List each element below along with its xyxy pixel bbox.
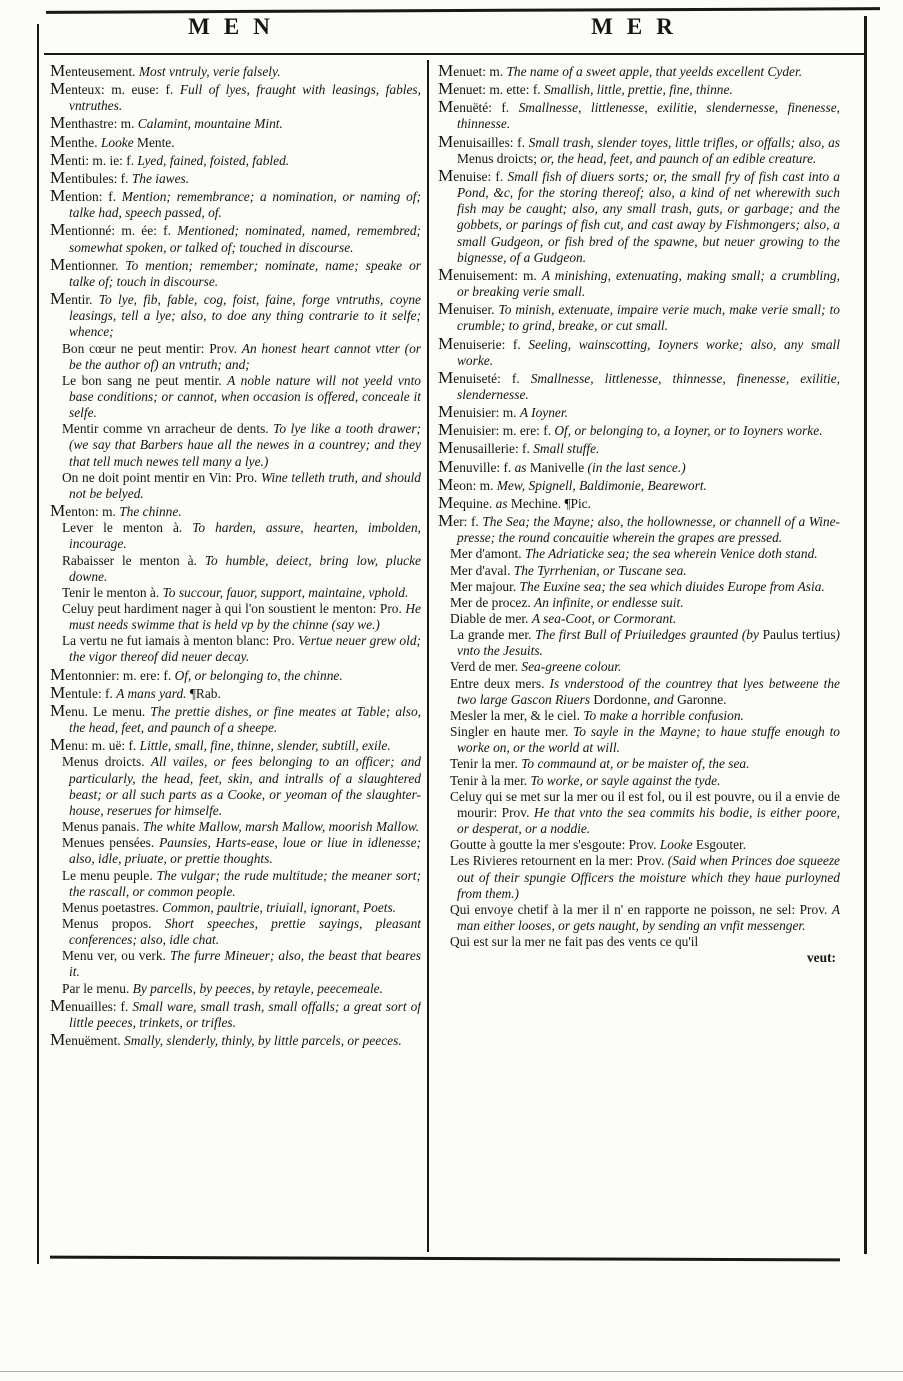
scan-page-edge	[0, 1371, 903, 1372]
entry-definition-text: Small fish of diuers sorts; or, the small fry of fish cast into a Pond, &c, for the storing thereof; also, a kind of net wherewith such fish may be caught; also, any small trash, guts, or garbage; and the gobbets, or parings of fish cut, and cast away by Fishmongers; also, a small Gudgeon, or fish bred of the spawne, but neuer growing to the bignesse, of a Gudgeon.	[457, 168, 840, 265]
entry-headword-text: Menuet: m.	[438, 62, 507, 80]
entry-definition-text: and	[653, 691, 678, 707]
entry-headword-text: Mesler la mer, & le ciel.	[450, 707, 584, 723]
entry-headword-text: Lever le menton à.	[62, 520, 193, 536]
entry-headword-text: On ne doit point mentir en Vin: Pro.	[62, 469, 261, 485]
dictionary-entry	[438, 756, 840, 772]
entry-headword-text: Celuy qui se met sur la mer ou il est fol, ou il est pouvre, ou il a envie de mourir: Prov.	[450, 788, 840, 820]
column-divider	[427, 60, 429, 1252]
entry-headword-text: Rabaisser le menton à.	[62, 552, 205, 568]
entry-headword-text: Mentionner.	[50, 254, 126, 274]
entry-definition-text: By parcells, by peeces, by retayle, peecemeale.	[132, 980, 383, 996]
page-border-right	[864, 16, 867, 1254]
dictionary-entry	[50, 585, 421, 601]
entry-headword-text: Menu ver, ou verk.	[62, 948, 170, 964]
entry-headword-text: Mentonnier: m. ere: f.	[50, 664, 175, 684]
dictionary-entry	[438, 439, 840, 457]
dictionary-entry	[438, 837, 840, 853]
entry-headword-text: La grande mer.	[450, 627, 536, 643]
entry-headword-text: Mer majour.	[450, 578, 520, 594]
dictionary-entry	[50, 341, 421, 373]
entry-definition-text: Looke	[659, 837, 696, 853]
dictionary-entry	[438, 494, 840, 512]
dictionary-entry	[50, 256, 421, 290]
entry-headword-text: Menues pensées.	[62, 835, 160, 851]
entry-headword-text: Menthe.	[50, 131, 101, 151]
dictionary-entry	[50, 835, 421, 867]
entry-definition-text: Full of lyes, fraught with leasings, fables, vntruthes.	[69, 82, 421, 114]
dictionary-entry	[438, 789, 840, 837]
column-right-entries	[438, 62, 840, 1260]
entry-headword-text: Menuisier: m.	[438, 402, 520, 422]
entry-definition-text: Mew, Spignell, Baldimonie, Bearewort.	[496, 477, 707, 493]
entry-headword-text: Tenir à la mer.	[450, 772, 531, 788]
entry-headword-text: Les Rivieres retournent en la mer: Prov.	[450, 853, 668, 869]
dictionary-entry	[50, 981, 421, 997]
entry-headword-text: Tenir le menton à.	[62, 584, 163, 600]
entry-headword-text: Mentule: f.	[50, 682, 117, 702]
entry-headword-text: Mente.	[137, 134, 175, 150]
entry-definition-text: A mans yard.	[116, 685, 190, 701]
entry-definition-text: To harden, assure, hearten, imbolden, incourage.	[69, 520, 421, 552]
entry-definition-text: A sea-Coot, or Cormorant.	[531, 611, 677, 626]
entry-headword-text: Celuy peut hardiment nager à qui l'on soustient le menton: Pro.	[62, 601, 406, 616]
catchword: veut:	[806, 950, 836, 966]
entry-definition-text: The iawes.	[131, 170, 190, 186]
dictionary-entry	[50, 900, 421, 916]
dictionary-entry	[50, 290, 421, 340]
entry-headword-text: Mechine. ¶Pic.	[510, 495, 591, 511]
entry-headword-text: Diable de mer.	[450, 611, 532, 626]
entry-definition-text: as	[495, 495, 511, 511]
dictionary-entry	[50, 684, 421, 702]
entry-definition-text: Vertue neuer grew old; the vigor thereof did neuer decay.	[69, 633, 421, 665]
dictionary-entry	[438, 458, 840, 476]
entry-headword-text: Menuet: m. ette: f.	[438, 79, 544, 99]
entry-headword-text: Menuise: f.	[438, 165, 508, 185]
entry-definition-text: as	[514, 459, 530, 475]
entry-definition-text: The prettie dishes, or fine meates at Table; also, the head, feet, and paunch of a sheepe.	[69, 703, 421, 736]
dictionary-entry	[50, 868, 421, 900]
entry-definition-text: The Adriaticke sea; the sea wherein Venice doth stand.	[524, 546, 818, 562]
entry-definition-text: Common, paultrie, triuiall, ignorant, Poets.	[162, 899, 397, 915]
entry-definition-text: The name of a sweet apple, that yeelds excellent Cyder.	[506, 64, 803, 79]
running-head-right: MER	[591, 14, 687, 39]
entry-headword-text: Tenir la mer.	[450, 756, 522, 772]
entry-definition-text: Of, or belonging to, a Ioyner, or to Ioyners worke.	[554, 423, 823, 439]
entry-definition-text: Looke	[100, 134, 138, 150]
entry-definition-text: The white Mallow, marsh Mallow, moorish Mallow.	[142, 819, 420, 835]
entry-definition-text: Small ware, small trash, small offalls; a great sort of little peeces, trinkets, or trifles.	[69, 998, 421, 1030]
entry-headword-text: Menus droicts;	[457, 150, 537, 166]
dictionary-entry	[438, 934, 840, 950]
column-left-entries	[50, 62, 421, 1260]
entry-headword-text: Esgouter.	[695, 837, 747, 853]
entry-headword-text: Mequine.	[438, 492, 496, 512]
entry-headword-text: Le menu peuple.	[62, 867, 157, 883]
entry-definition-text: To make a horrible confusion.	[583, 707, 744, 723]
dictionary-entry	[50, 151, 421, 169]
entry-headword-text: Menus propos.	[62, 915, 165, 931]
entry-definition-text: Sea-greene colour.	[521, 659, 622, 675]
dictionary-entry	[438, 627, 840, 659]
entry-definition-text: Small trash, slender toyes, little trifles, or offalls; also, as	[528, 134, 840, 150]
dictionary-entry	[438, 80, 840, 98]
entry-definition-text: A Ioyner.	[519, 405, 568, 421]
entry-definition-text: The vulgar; the rude multitude; the meaner sort; the rascall, or common people.	[69, 867, 421, 899]
dictionary-entry	[50, 169, 421, 187]
entry-definition-text: A minishing, extenuating, making small; a crumbling, or breaking verie small.	[457, 267, 840, 300]
entry-headword-text: Mentibules: f.	[50, 167, 132, 187]
entry-headword-text: Mer d'amont.	[450, 546, 525, 562]
entry-headword-text: Menteusement.	[50, 62, 139, 80]
dictionary-entry	[50, 702, 421, 736]
entry-definition-text: Lyed, fained, foisted, fabled.	[137, 152, 290, 168]
entry-definition-text: Smallish, little, prettie, fine, thinne.	[543, 82, 733, 98]
entry-definition-text: A noble nature will not yeeld vnto base conditions; or cannot, when occasion is offered, conceale it selfe.	[69, 372, 421, 421]
entry-definition-text: ) vnto the Jesuits.	[457, 627, 840, 659]
entry-headword-text: Mention: f.	[50, 186, 122, 206]
dictionary-entry	[438, 659, 840, 675]
entry-headword-text: Mentir comme vn arracheur de dents.	[62, 421, 274, 437]
entry-headword-text: Mer d'aval.	[450, 562, 514, 578]
dictionary-entry	[50, 80, 421, 114]
entry-definition-text: The Euxine sea; the sea which diuides Europe from Asia.	[519, 578, 825, 594]
entry-headword-text: Menuiseté: f.	[438, 367, 531, 387]
entry-definition-text: Calamint, mountaine Mint.	[137, 116, 283, 132]
dictionary-entry	[438, 853, 840, 901]
entry-definition-text: Short speeches, prettie sayings, pleasant conferences; also, idle chat.	[69, 915, 421, 948]
entry-definition-text: To commaund at, or be maister of, the sea.	[521, 756, 750, 772]
entry-headword-text: Qui est sur la mer ne fait pas des vents ce qu'il	[450, 934, 699, 950]
dictionary-entry	[50, 114, 421, 132]
entry-definition-text: To mention; remember; nominate, name; speake or talke of; touch in discourse.	[69, 257, 421, 289]
entry-definition-text: An honest heart cannot vtter (or be the author of) an vntruth; and;	[69, 340, 421, 372]
dictionary-entry	[50, 373, 421, 421]
dictionary-entry	[438, 369, 840, 403]
entry-headword-text: Menuëment.	[50, 1030, 124, 1050]
dictionary-entry	[50, 133, 421, 151]
dictionary-entry	[438, 62, 840, 80]
entry-headword-text: Dordonne,	[593, 691, 654, 707]
dictionary-entry	[438, 300, 840, 334]
dictionary-entry	[438, 563, 840, 579]
entry-definition-text: To lye, fib, fable, cog, foist, faine, forge vntruths, coyne leasings, tell a lye; also, to doe any thing contrarie to it selfe; whence;	[69, 292, 421, 340]
dictionary-entry	[50, 601, 421, 633]
entry-definition-text: To minish, extenuate, impaire verie much, make verie small; to crumble; to grind, breake, or cut small.	[457, 302, 840, 334]
entry-headword-text: Menus poetastres.	[62, 899, 163, 915]
entry-headword-text: Entre deux mers.	[450, 675, 550, 691]
dictionary-entry	[50, 916, 421, 948]
entry-definition-text: A man either looses, or gets naught, by sending an vnfit messenger.	[457, 901, 840, 933]
dictionary-entry	[438, 546, 840, 562]
dictionary-entry	[438, 595, 840, 611]
dictionary-entry	[50, 1031, 421, 1049]
dictionary-entry	[50, 62, 421, 80]
entry-definition-text: (Said when Princes doe squeeze out of their spungie Officers the moisture which they haue purloyned from them.)	[457, 853, 840, 901]
entry-definition-text: The furre Mineuer; also, the beast that beares it.	[69, 948, 421, 980]
dictionary-entry	[438, 133, 840, 167]
entry-headword-text: Mentir.	[50, 289, 99, 309]
entry-definition-text: To lye like a tooth drawer; (we say that Barbers haue all the newes in a countrey; and they that tell much newes tell many a lye.)	[69, 421, 421, 469]
running-head-left: MEN	[188, 14, 284, 39]
dictionary-entry	[438, 611, 840, 627]
dictionary-entry	[438, 98, 840, 132]
dictionary-entry	[438, 335, 840, 369]
entry-headword-text: Mentionné: m. ée: f.	[50, 220, 178, 240]
entry-headword-text: Menuisement: m.	[438, 264, 542, 284]
page-border-left	[37, 24, 39, 1264]
entry-headword-text: Menthastre: m.	[50, 113, 138, 133]
entry-definition-text: Smally, slenderly, thinly, by little parcels, or peeces.	[124, 1033, 402, 1049]
dictionary-entry	[438, 902, 840, 934]
entry-headword-text: Menteux: m. euse: f.	[50, 79, 180, 99]
entry-headword-text: Manivelle	[529, 459, 588, 475]
dictionary-entry	[50, 633, 421, 665]
entry-definition-text: Seeling, wainscotting, Ioyners worke; also, any small worke.	[457, 336, 840, 368]
entry-headword-text: ¶Rab.	[189, 685, 221, 701]
dictionary-entry	[438, 512, 840, 546]
entry-definition-text: He that vnto the sea commits his bodie, is either poore, or desperat, or a noddie.	[457, 804, 840, 837]
dictionary-entry	[50, 997, 421, 1031]
entry-definition-text: or, the head, feet, and paunch of an edible creature.	[536, 150, 817, 166]
entry-definition-text: An infinite, or endlesse suit.	[534, 594, 684, 610]
dictionary-entry	[50, 470, 421, 502]
dictionary-entry	[50, 819, 421, 835]
entry-definition-text: (in the last sence.)	[587, 459, 686, 475]
entry-headword-text: Menuëté: f.	[438, 97, 519, 117]
entry-definition-text: To sayle in the Mayne; to haue stuffe enough to worke on, or the world at will.	[457, 724, 840, 756]
entry-definition-text: Is vnderstood of the countrey that lyes betweene the two large Gascon Riuers	[457, 675, 840, 707]
dictionary-entry	[50, 948, 421, 980]
entry-headword-text: Menuiserie: f.	[438, 333, 529, 353]
entry-headword-text: Meon: m.	[438, 474, 497, 494]
entry-headword-text: Menuisier: m. ere: f.	[438, 420, 555, 440]
dictionary-entry	[438, 266, 840, 300]
dictionary-entry	[50, 754, 421, 819]
entry-headword-text: Menuville: f.	[438, 456, 515, 476]
entry-headword-text: Menuiser.	[438, 299, 499, 319]
entry-definition-text: Of, or belonging to, the chinne.	[174, 667, 343, 683]
entry-headword-text: Menuailles: f.	[50, 995, 133, 1015]
entry-definition-text: Smallnesse, littlenesse, exilitie, slendernesse, finenesse, thinnesse.	[457, 100, 840, 132]
dictionary-entry	[438, 708, 840, 724]
entry-definition-text: The first Bull of Priuiledges graunted (by	[535, 627, 763, 643]
entry-headword-text: Qui envoye chetif à la mer il n' en rapporte ne poisson, ne sel: Prov.	[450, 901, 832, 917]
entry-headword-text: Menus panais.	[62, 819, 143, 835]
entry-definition-text: Small stuffe.	[533, 441, 600, 457]
entry-definition-text: Mentioned; nominated, named, remembred; somewhat spoken, or talked of; touched in discourse.	[69, 223, 421, 255]
entry-definition-text: Most vntruly, verie falsely.	[138, 64, 281, 79]
entry-headword-text: Bon cœur ne peut mentir: Prov.	[62, 340, 242, 356]
entry-headword-text: Par le menu.	[62, 980, 133, 996]
entry-headword-text: Verd de mer.	[450, 659, 522, 675]
dictionary-entry	[438, 579, 840, 595]
header-rule	[44, 53, 864, 55]
entry-headword-text: Menton: m.	[50, 501, 120, 521]
entry-definition-text: Mention; remembrance; a nomination, or naming of; talke had, speech passed, of.	[69, 189, 421, 221]
dictionary-entry	[438, 724, 840, 756]
entry-headword-text: Mer de procez.	[450, 594, 535, 610]
entry-headword-text: Mer: f.	[438, 511, 483, 531]
dictionary-entry	[438, 476, 840, 494]
dictionary-entry	[438, 773, 840, 789]
entry-headword-text: Singler en haute mer.	[450, 724, 574, 740]
entry-definition-text: Wine telleth truth, and should not be belyed.	[69, 469, 421, 501]
entry-definition-text: To humble, deiect, bring low, plucke downe.	[69, 552, 421, 584]
entry-definition-text: To worke, or sayle against the tyde.	[530, 772, 721, 788]
dictionary-entry	[50, 502, 421, 520]
entry-headword-text: Le bon sang ne peut mentir.	[62, 372, 228, 388]
entry-headword-text: Garonne.	[677, 691, 727, 707]
dictionary-entry	[50, 187, 421, 221]
dictionary-entry	[438, 421, 840, 439]
entry-definition-text: The Sea; the Mayne; also, the hollownesse, or channell of a Wine-presse; the round concauitie wherein the grapes are pressed.	[457, 514, 840, 546]
entry-definition-text: Smallnesse, littlenesse, thinnesse, finenesse, exilitie, slendernesse.	[457, 370, 840, 402]
entry-headword-text: Paulus tertius	[762, 627, 836, 643]
entry-headword-text: Menuisailles: f.	[438, 131, 529, 151]
entry-headword-text: Menus droicts.	[62, 754, 151, 770]
dictionary-entry	[50, 553, 421, 585]
dictionary-entry	[50, 221, 421, 255]
dictionary-entry	[438, 167, 840, 266]
entry-definition-text: To succour, fauor, support, maintaine, vphold.	[162, 584, 409, 600]
entry-headword-text: Menu: m. uë: f.	[50, 735, 140, 755]
dictionary-entry	[438, 403, 840, 421]
entry-definition-text: The chinne.	[119, 504, 182, 520]
entry-headword-text: Goutte à goutte la mer s'esgoute: Prov.	[450, 837, 660, 853]
dictionary-entry	[438, 676, 840, 708]
entry-definition-text: Paunsies, Harts-ease, loue or liue in idlenesse; also, idle, priuate, or prettie thoughts.	[69, 835, 421, 867]
entry-definition-text: All vailes, or fees belonging to an officer; and particularly, the head, feet, skin, and intralls of a slaughtered beast; or all such parts as a Cooke, or yeoman of the slaughter-house, reserues for himselfe.	[69, 754, 421, 818]
dictionary-entry	[50, 520, 421, 552]
page-border-top	[46, 7, 880, 14]
entry-definition-text: Little, small, fine, thinne, slender, subtill, exile.	[139, 738, 391, 754]
entry-definition-text: He must needs swimme that is held vp by the chinne (say we.)	[69, 601, 421, 633]
dictionary-entry	[50, 666, 421, 684]
dictionary-entry	[50, 736, 421, 754]
entry-headword-text: Menu. Le menu.	[50, 700, 151, 720]
entry-headword-text: La vertu ne fut iamais à menton blanc: Pro.	[62, 633, 299, 649]
entry-headword-text: Menusaillerie: f.	[438, 438, 534, 458]
entry-definition-text: The Tyrrhenian, or Tuscane sea.	[513, 562, 687, 578]
entry-headword-text: Menti: m. ie: f.	[50, 149, 138, 169]
dictionary-entry	[50, 421, 421, 469]
